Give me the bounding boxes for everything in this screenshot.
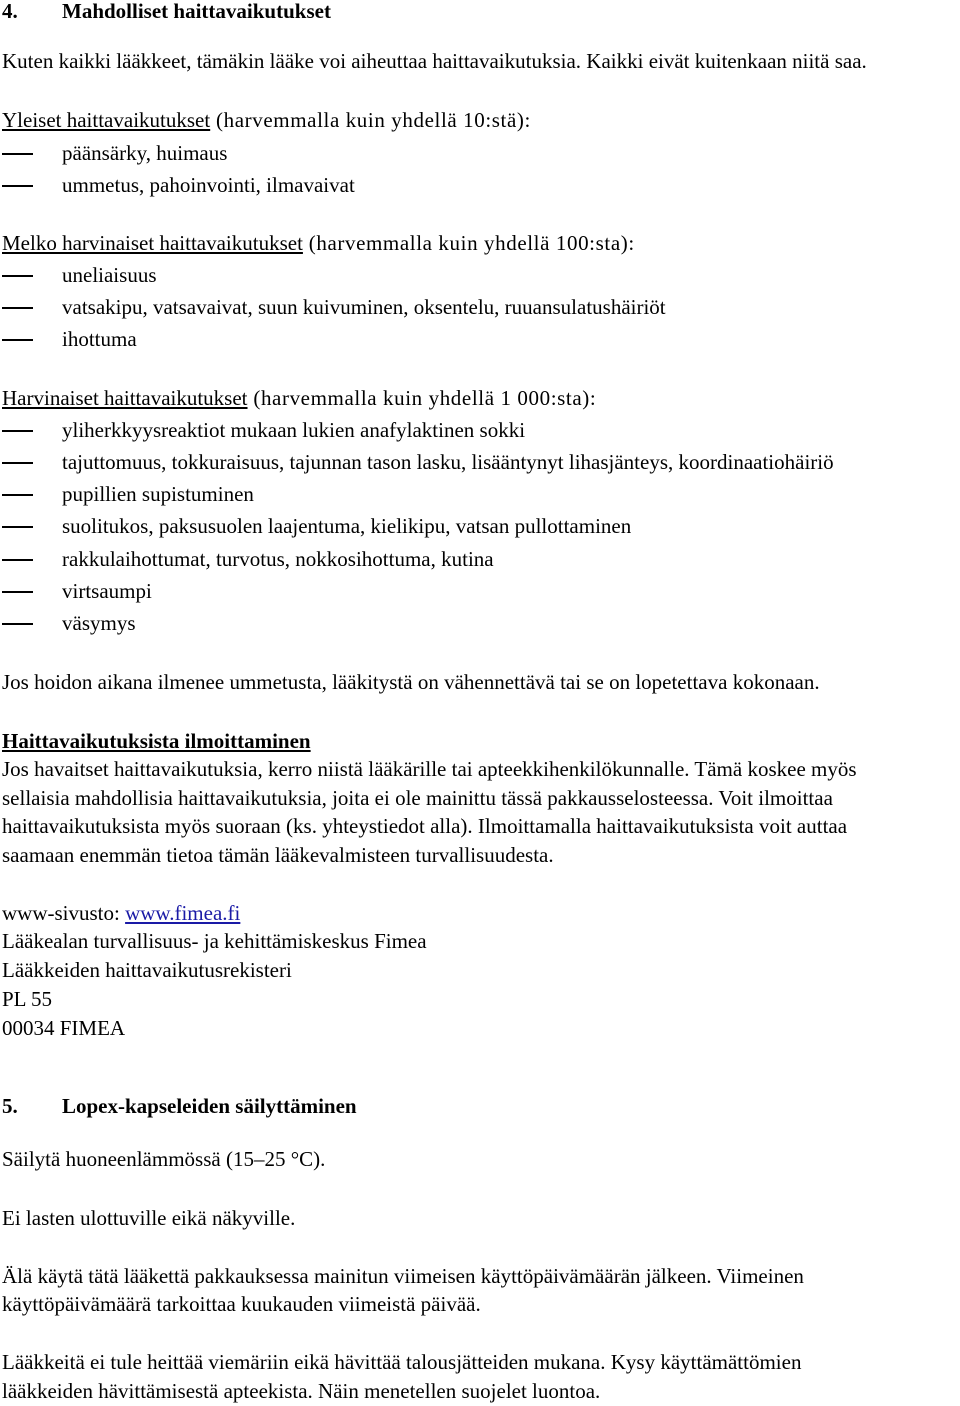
list-item-text: tajuttomuus, tokkuraisuus, tajunnan tason lasku, lisääntynyt lihasjänteys, koordinaatiohäiriö [62,450,834,474]
section-4-number: 4. [2,0,18,23]
rare-effects-heading [2,384,596,413]
dash-bullet-icon [2,494,33,496]
list-item [0,577,960,606]
list-item-text: ihottuma [62,327,137,351]
address-line: PL 55 [2,987,52,1011]
address-line: Lääkealan turvallisuus- ja kehittämiskeskus Fimea [2,929,427,953]
dash-bullet-icon [2,591,33,593]
list-item [0,448,960,477]
list-item [0,261,960,290]
list-item-text: uneliaisuus [62,263,157,287]
list-item [0,512,960,541]
dash-bullet-icon [2,185,33,187]
list-item-text: väsymys [62,611,136,635]
section-5-title: Lopex-kapseleiden säilyttäminen [62,1094,357,1118]
list-item [0,416,960,445]
address-line: Lääkkeiden haittavaikutusrekisteri [2,958,292,982]
reporting-text-line: Jos havaitset haittavaikutuksia, kerro niistä lääkärille tai apteekkihenkilökunnalle. Tämä koskee myös [2,757,857,781]
dash-bullet-icon [2,153,33,155]
fimea-link[interactable]: www.fimea.fi [125,901,241,925]
address-line: 00034 FIMEA [2,1016,126,1040]
website-label: www-sivusto: [2,901,126,925]
list-item-text: päänsärky, huimaus [62,141,228,165]
section-5-number: 5. [2,1094,18,1118]
dash-bullet-icon [2,430,33,432]
website-line [2,899,240,928]
reporting-text-line: sellaisia mahdollisia haittavaikutuksia, joita ei ole mainittu tässä pakkausselosteessa. Voit ilmoittaa [2,786,833,810]
dash-bullet-icon [2,559,33,561]
list-item [0,609,960,638]
list-item [0,139,960,168]
list-item-text: ummetus, pahoinvointi, ilmavaivat [62,173,355,197]
list-item-text: virtsaumpi [62,579,152,603]
children-warning: Ei lasten ulottuville eikä näkyville. [2,1206,296,1230]
list-item-text: rakkulaihottumat, turvotus, nokkosihottuma, kutina [62,547,494,571]
dash-bullet-icon [2,623,33,625]
list-item-text: suolitukos, paksusuolen laajentuma, kielikipu, vatsan pullottaminen [62,514,632,538]
common-effects-frequency: (harvemmalla kuin yhdellä 10:stä): [210,108,531,132]
list-item [0,293,960,322]
expiry-text-line: käyttöpäivämäärä tarkoittaa kuukauden viimeistä päivää. [2,1292,481,1316]
common-effects-heading [2,106,531,135]
dash-bullet-icon [2,462,33,464]
list-item-text: pupillien supistuminen [62,482,254,506]
uncommon-effects-frequency: (harvemmalla kuin yhdellä 100:sta): [302,231,635,255]
constipation-note: Jos hoidon aikana ilmenee ummetusta, lääkitystä on vähennettävä tai se on lopetettava kokonaan. [2,670,820,694]
uncommon-effects-heading [2,229,635,258]
reporting-text-line: haittavaikutuksista myös suoraan (ks. yhteystiedot alla). Ilmoittamalla haittavaikutuksista voit auttaa [2,814,848,838]
disposal-text-line: lääkkeiden hävittämisestä apteekista. Näin menetellen suojelet luontoa. [2,1379,601,1403]
uncommon-effects-label: Melko harvinaiset haittavaikutukset [2,231,303,255]
dash-bullet-icon [2,339,33,341]
reporting-text-line: saamaan enemmän tietoa tämän lääkevalmisteen turvallisuudesta. [2,843,554,867]
list-item-text: vatsakipu, vatsavaivat, suun kuivuminen, oksentelu, ruuansulatushäiriöt [62,295,666,319]
list-item [0,171,960,200]
dash-bullet-icon [2,526,33,528]
common-effects-label: Yleiset haittavaikutukset [2,108,211,132]
disposal-text-line: Lääkkeitä ei tule heittää viemäriin eikä hävittää talousjätteiden mukana. Kysy käyttämättömien [2,1350,802,1374]
expiry-text-line: Älä käytä tätä lääkettä pakkauksessa mainitun viimeisen käyttöpäivämäärän jälkeen. Viimeinen [2,1264,804,1288]
rare-effects-label: Harvinaiset haittavaikutukset [2,386,248,410]
rare-effects-frequency: (harvemmalla kuin yhdellä 1 000:sta): [247,386,597,410]
list-item-text: yliherkkyysreaktiot mukaan lukien anafylaktinen sokki [62,418,526,442]
section-4-intro: Kuten kaikki lääkkeet, tämäkin lääke voi aiheuttaa haittavaikutuksia. Kaikki eivät kuitenkaan niitä saa. [2,49,867,73]
section-4-title: Mahdolliset haittavaikutukset [62,0,331,23]
list-item [0,545,960,574]
dash-bullet-icon [2,307,33,309]
reporting-heading: Haittavaikutuksista ilmoittaminen [2,729,311,753]
dash-bullet-icon [2,275,33,277]
list-item [0,325,960,354]
list-item [0,480,960,509]
storage-temperature: Säilytä huoneenlämmössä (15–25 °C). [2,1147,326,1171]
